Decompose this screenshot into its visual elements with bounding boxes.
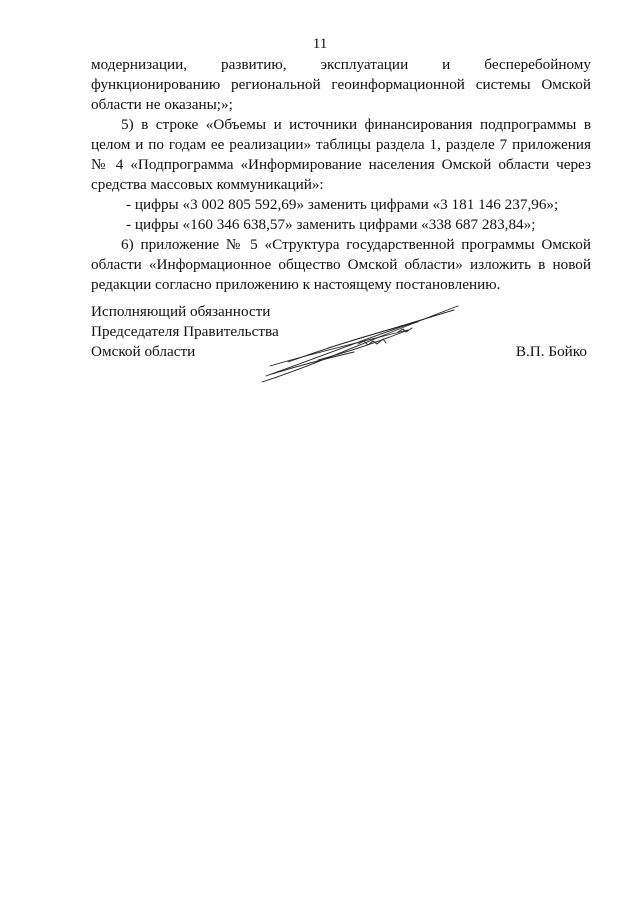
signatory-title-line-3: Омской области	[91, 343, 196, 360]
signatory-name: В.П. Бойко	[515, 343, 587, 360]
paragraph-item-5: 5) в строке «Объемы и источники финансирования подпрограммы в целом и по годам ее реализации» таблицы раздела 1, разделе 7 приложения № 4 «Подпрограмма «Информирование населения Омской области через средства массовых коммуникаций»:	[91, 116, 591, 193]
document-body	[91, 55, 591, 295]
page-number: 11	[312, 35, 328, 52]
paragraph-replacement-1: - цифры «3 002 805 592,69» заменить цифрами «3 181 146 237,96»;	[126, 196, 559, 213]
signatory-title-line-1: Исполняющий обязанности	[91, 303, 271, 320]
signatory-title-line-2: Председателя Правительства	[91, 323, 279, 340]
paragraph-replacement-2: - цифры «160 346 638,57» заменить цифрами «338 687 283,84»;	[126, 216, 536, 233]
handwritten-signature	[258, 302, 462, 384]
paragraph-item-6: 6) приложение № 5 «Структура государственной программы Омской области «Информационное общество Омской области» изложить в новой редакции согласно приложению к настоящему постановлению.	[91, 236, 591, 293]
paragraph-continuation: модернизации, развитию, эксплуатации и бесперебойному функционированию региональной геоинформационной системы Омской области не оказаны;»;	[91, 56, 591, 113]
